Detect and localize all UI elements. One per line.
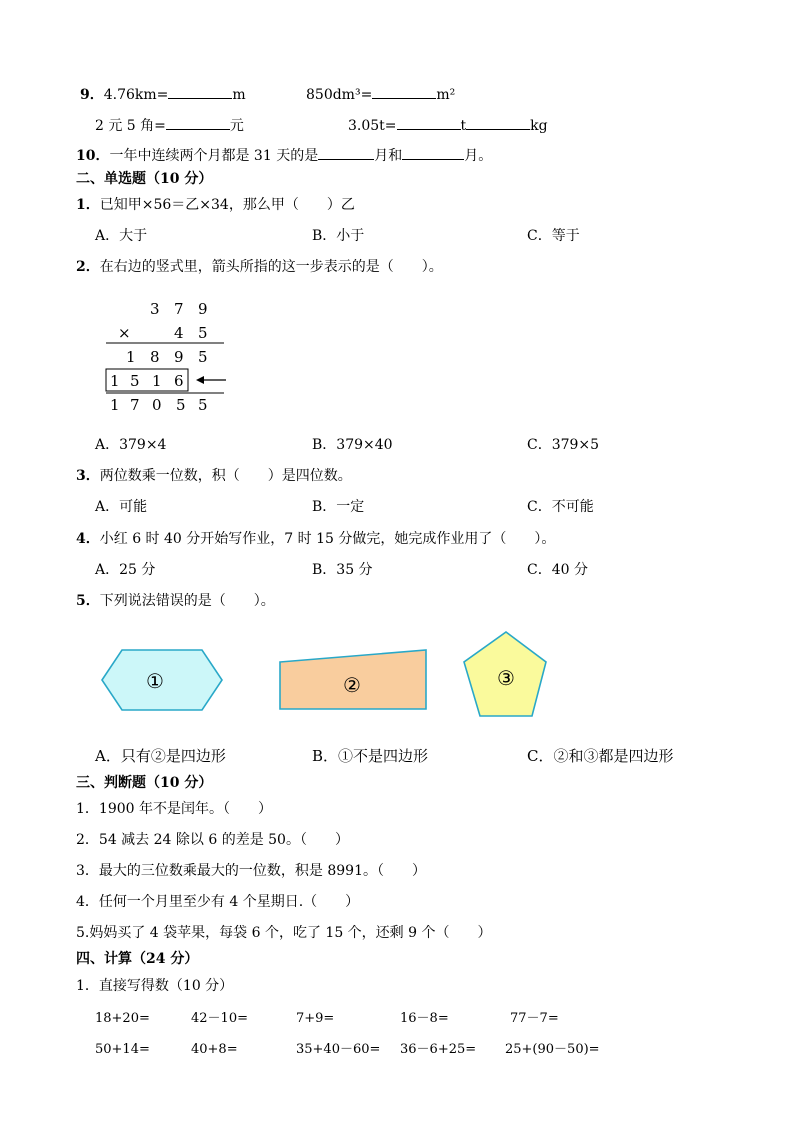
- choice-b[interactable]: B．379×40: [312, 437, 393, 453]
- shape-label-3: ③: [497, 666, 515, 690]
- section-title: 三、判断题（10 分）: [76, 775, 213, 791]
- answer-blank[interactable]: [402, 147, 464, 160]
- shape-label-2: ②: [343, 673, 361, 697]
- judge-item: 5.妈妈买了 4 袋苹果，每袋 6 个，吃了 15 个，还剩 9 个（ ）: [76, 925, 492, 941]
- q9-line2-d: [348, 117, 548, 133]
- calc-item[interactable]: 7+9=: [296, 1011, 335, 1026]
- digit: 5: [130, 372, 140, 390]
- q9-a-left: 4.76km=: [103, 87, 169, 103]
- choice-a[interactable]: A．可能: [95, 499, 148, 515]
- choice-c[interactable]: C．379×5: [527, 437, 600, 453]
- judge-item: 1．1900 年不是闰年。（ ）: [76, 801, 272, 817]
- section-title: 二、单选题（10 分）: [76, 171, 213, 187]
- question-text: 下列说法错误的是（ ）。: [99, 593, 275, 609]
- digit: 5: [176, 396, 186, 414]
- digit: 8: [150, 348, 160, 366]
- choice-b[interactable]: B．35 分: [312, 562, 373, 578]
- answer-blank[interactable]: [168, 86, 232, 99]
- shape-label-1: ①: [146, 669, 164, 693]
- choice-b[interactable]: B．小于: [312, 228, 365, 244]
- q9-a-unit: m: [232, 87, 246, 103]
- s2-q5: [76, 594, 275, 608]
- q9-line1-b: [306, 86, 455, 102]
- question-number: 9．: [80, 87, 104, 103]
- s2-q3: [76, 469, 352, 483]
- q10-text: 一年中连续两个月都是 31 天的是: [109, 148, 319, 164]
- q9-d-left: 3.05t=: [348, 118, 397, 134]
- digit: 1: [126, 348, 136, 366]
- judge-item: 4．任何一个月里至少有 4 个星期日.（ ）: [76, 894, 360, 910]
- digit: 5: [198, 348, 208, 366]
- times-sign: ×: [118, 324, 131, 342]
- question-number: 4．: [76, 531, 100, 547]
- calc-item[interactable]: 16－8=: [400, 1011, 449, 1026]
- answer-blank[interactable]: [318, 147, 374, 160]
- choice-a[interactable]: A．379×4: [95, 437, 167, 453]
- choice-c[interactable]: C．40 分: [527, 562, 588, 578]
- calc-item[interactable]: 36－6+25=: [400, 1042, 477, 1057]
- choice-c[interactable]: C．等于: [527, 228, 580, 244]
- digit: 6: [174, 372, 184, 390]
- choice-a[interactable]: A．只有②是四边形: [95, 747, 226, 765]
- choice-a[interactable]: A．25 分: [95, 562, 156, 578]
- choice-b[interactable]: B．①不是四边形: [312, 747, 429, 765]
- question-number: 1．: [76, 197, 100, 213]
- digit: 7: [130, 396, 140, 414]
- choice-a[interactable]: A．大于: [95, 228, 148, 244]
- arrow-left-icon: [196, 376, 226, 384]
- s2-q2: [76, 260, 443, 274]
- calc-item[interactable]: 42－10=: [191, 1011, 248, 1026]
- s4-q1: 1．直接写得数（10 分）: [76, 978, 234, 994]
- answer-blank[interactable]: [372, 86, 436, 99]
- section-title: 四、计算（24 分）: [76, 951, 199, 967]
- s2-q1: [76, 198, 355, 212]
- question-text: 已知甲×56＝乙×34，那么甲（ ）乙: [99, 197, 355, 213]
- digit: 9: [174, 348, 184, 366]
- calc-item[interactable]: 50+14=: [95, 1042, 150, 1057]
- answer-blank[interactable]: [466, 117, 530, 130]
- digit: 5: [198, 396, 208, 414]
- q9-c-left: 2 元 5 角=: [95, 118, 166, 134]
- choice-c[interactable]: C．不可能: [527, 499, 594, 515]
- calc-item[interactable]: 18+20=: [95, 1011, 150, 1026]
- calc-item[interactable]: 35+40－60=: [296, 1042, 381, 1057]
- question-text: 在右边的竖式里，箭头所指的这一步表示的是（ ）。: [99, 259, 443, 275]
- q9-b-left: 850dm³=: [306, 87, 373, 103]
- digit: 0: [152, 396, 162, 414]
- vertical-multiplication: [100, 296, 240, 416]
- calc-item[interactable]: 40+8=: [191, 1042, 238, 1057]
- digit: 7: [174, 300, 184, 318]
- answer-blank[interactable]: [397, 117, 461, 130]
- choice-b[interactable]: B．一定: [312, 499, 365, 515]
- q9-b-unit: m²: [436, 87, 456, 103]
- q9-line2: [95, 117, 244, 133]
- digit: 4: [174, 324, 184, 342]
- question-number: 10．: [76, 148, 110, 164]
- digit: 5: [198, 324, 208, 342]
- judge-item: 3．最大的三位数乘最大的一位数，积是 8991。（ ）: [76, 863, 426, 879]
- digit: 1: [110, 396, 120, 414]
- q10-line: [76, 147, 492, 163]
- question-text: 小红 6 时 40 分开始写作业，7 时 15 分做完，她完成作业用了（ ）。: [99, 531, 556, 547]
- choice-c[interactable]: C．②和③都是四边形: [527, 747, 674, 765]
- q10-text2: 月和: [374, 148, 403, 164]
- q10-text3: 月。: [464, 148, 493, 164]
- calc-item[interactable]: 25+(90－50)=: [505, 1042, 600, 1057]
- answer-blank[interactable]: [166, 117, 230, 130]
- q9-line1: [80, 86, 246, 102]
- s2-q4: [76, 532, 555, 546]
- shapes-figure: [98, 628, 558, 728]
- calc-item[interactable]: 77－7=: [510, 1011, 559, 1026]
- question-number: 3．: [76, 468, 100, 484]
- judge-item: 2．54 减去 24 除以 6 的差是 50。（ ）: [76, 832, 349, 848]
- q9-c-unit: 元: [229, 118, 244, 134]
- digit: 1: [152, 372, 162, 390]
- q9-d-mid: t: [460, 118, 467, 134]
- question-number: 2．: [76, 259, 100, 275]
- digit: 9: [198, 300, 208, 318]
- q9-d-unit: kg: [530, 118, 548, 134]
- digit: 1: [110, 372, 120, 390]
- digit: 3: [150, 300, 160, 318]
- question-text: 两位数乘一位数，积（ ）是四位数。: [99, 468, 352, 484]
- question-number: 5．: [76, 593, 100, 609]
